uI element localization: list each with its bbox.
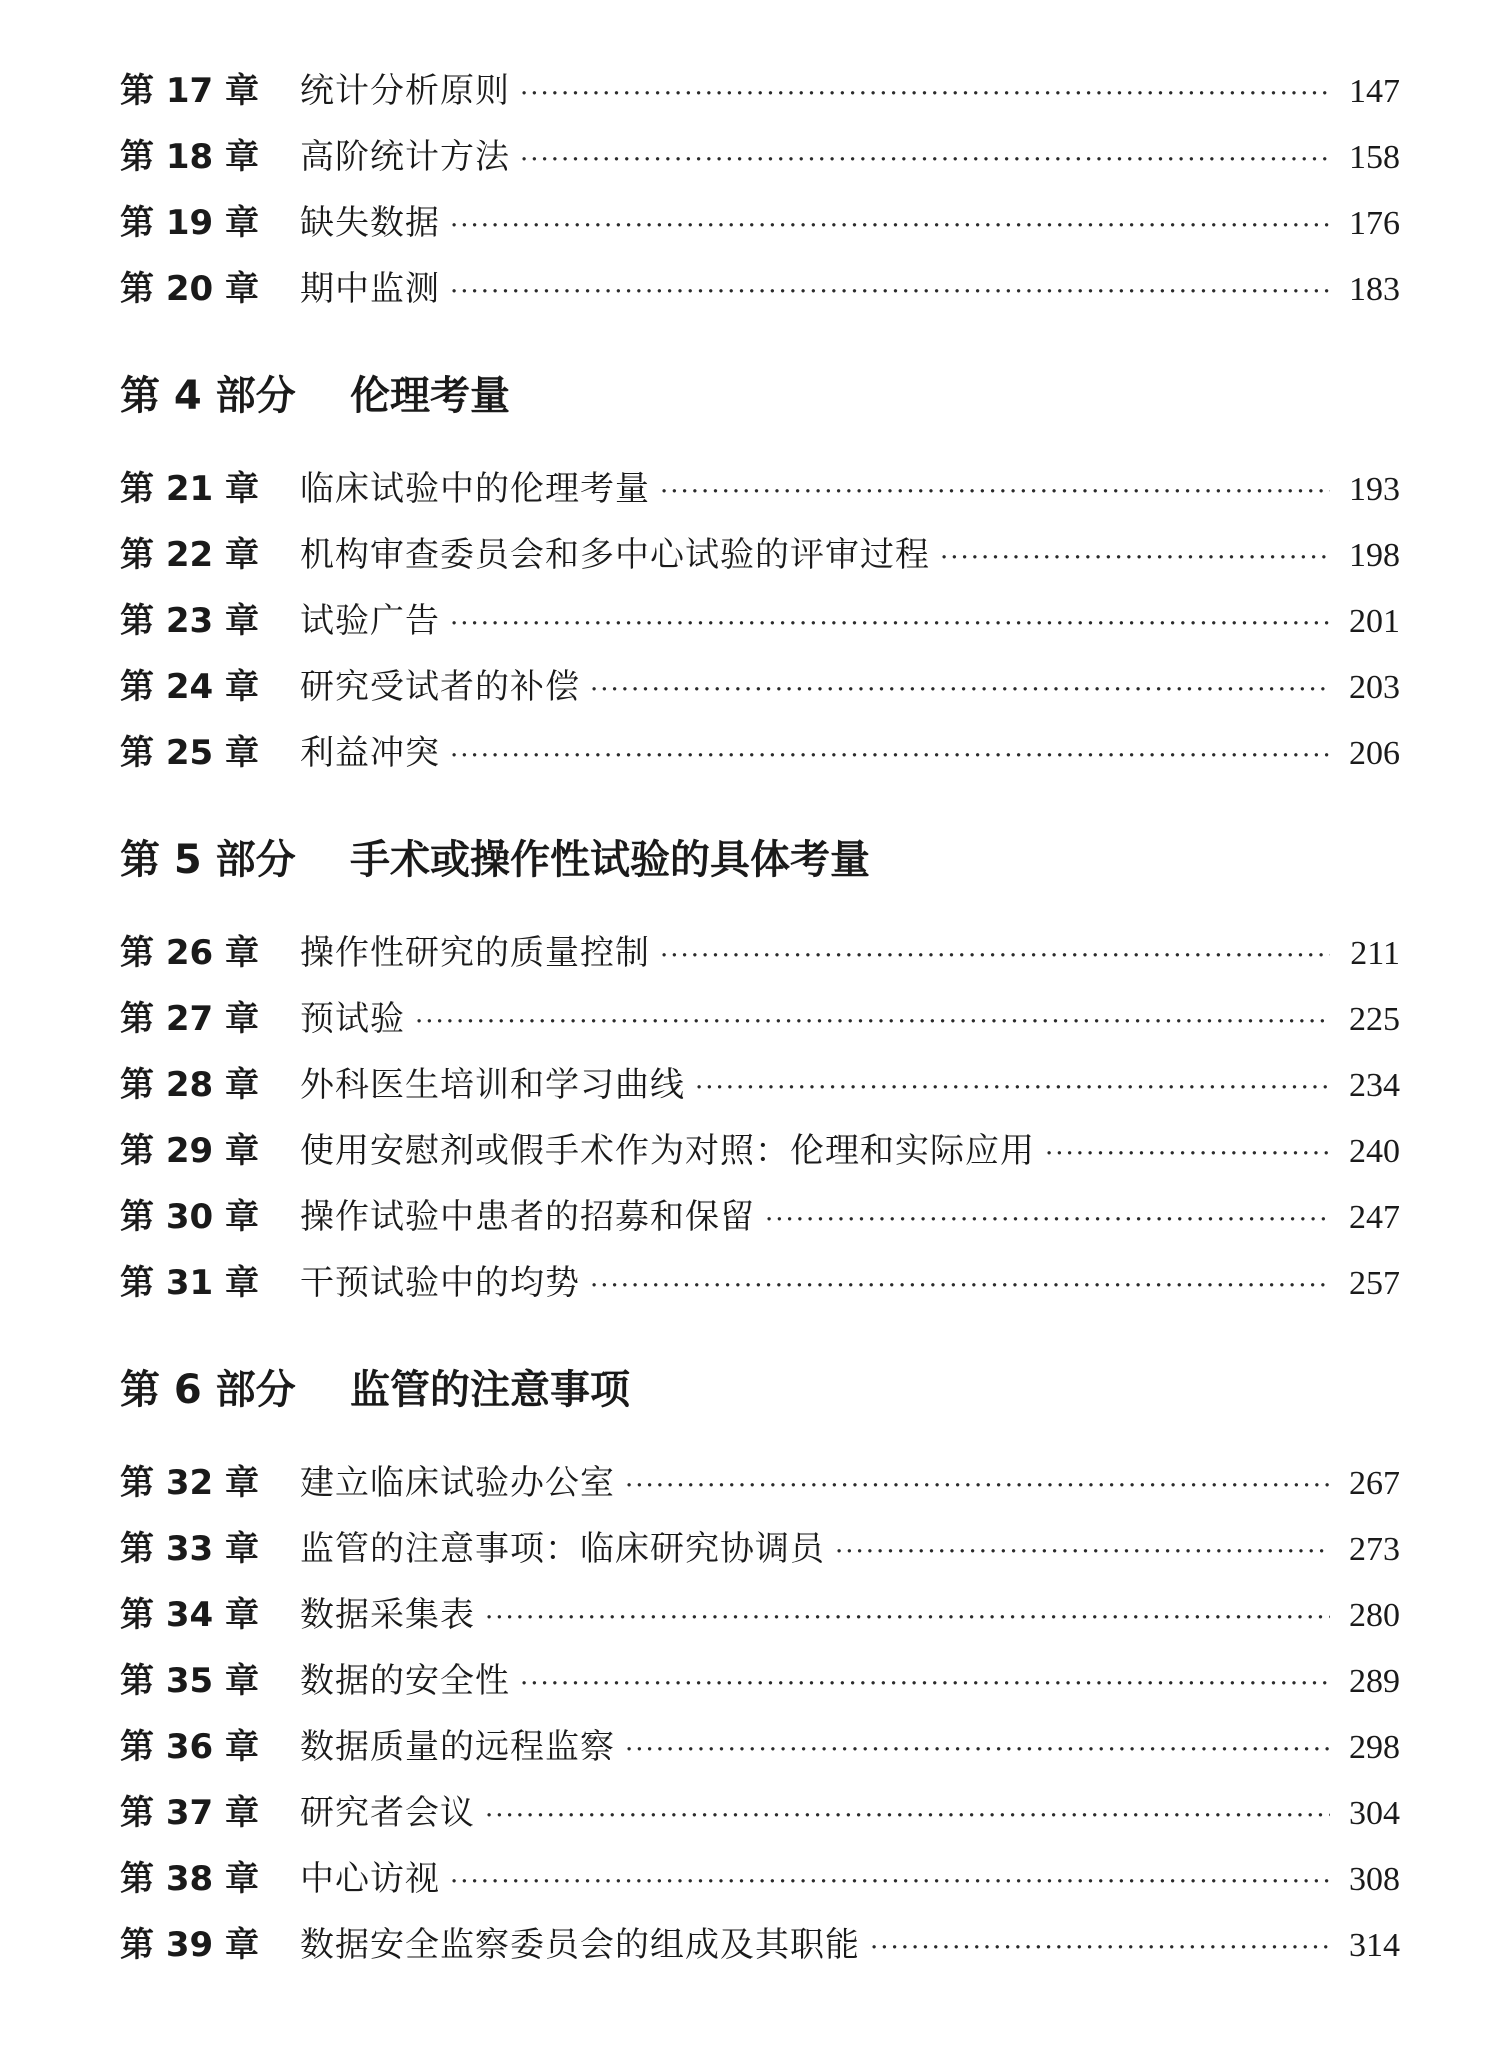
page-number: 280 (1349, 1597, 1400, 1634)
dot-leader (520, 127, 1330, 193)
chapter-label: 第 25 章 (120, 733, 259, 773)
chapter-title: 机构审查委员会和多中心试验的评审过程 (300, 535, 930, 575)
dot-leader (450, 1849, 1330, 1915)
chapter-label: 第 21 章 (120, 469, 259, 509)
chapter-label: 第 32 章 (120, 1463, 259, 1503)
dot-leader (625, 1717, 1330, 1783)
toc-entry[interactable] (120, 654, 1400, 720)
chapter-label: 第 34 章 (120, 1595, 259, 1635)
chapter-label: 第 39 章 (120, 1925, 259, 1965)
chapter-title: 操作性研究的质量控制 (300, 933, 650, 973)
page-number: 158 (1349, 139, 1400, 176)
toc-entry[interactable] (120, 522, 1400, 588)
page-number: 203 (1349, 669, 1400, 706)
toc-entry[interactable] (120, 256, 1400, 322)
page-number: 267 (1349, 1465, 1400, 1502)
part-title: 伦理考量 (350, 373, 510, 419)
toc-entry[interactable] (120, 920, 1400, 986)
part-heading (120, 820, 1400, 900)
chapter-title: 临床试验中的伦理考量 (300, 469, 650, 509)
chapter-title: 研究者会议 (300, 1793, 475, 1833)
chapter-title: 数据的安全性 (300, 1661, 510, 1701)
chapter-label: 第 22 章 (120, 535, 259, 575)
toc-entry[interactable] (120, 1780, 1400, 1846)
toc-entry[interactable] (120, 1912, 1400, 1978)
page-number: 147 (1349, 73, 1400, 110)
part-title: 手术或操作性试验的具体考量 (350, 837, 870, 883)
page-number: 314 (1349, 1927, 1400, 1964)
chapter-label: 第 23 章 (120, 601, 259, 641)
dot-leader (520, 1651, 1330, 1717)
dot-leader (695, 1055, 1330, 1121)
toc-entry[interactable] (120, 1516, 1400, 1582)
toc-entry[interactable] (120, 1450, 1400, 1516)
toc-entry[interactable] (120, 1118, 1400, 1184)
toc-entry[interactable] (120, 1052, 1400, 1118)
toc-entry[interactable] (120, 720, 1400, 786)
toc-entry[interactable] (120, 588, 1400, 654)
chapter-title: 利益冲突 (300, 733, 440, 773)
dot-leader (485, 1783, 1330, 1849)
toc-entry[interactable] (120, 1250, 1400, 1316)
chapter-label: 第 31 章 (120, 1263, 259, 1303)
page-number: 206 (1349, 735, 1400, 772)
dot-leader (450, 591, 1330, 657)
toc-entry[interactable] (120, 986, 1400, 1052)
page-number: 240 (1349, 1133, 1400, 1170)
chapter-title: 缺失数据 (300, 203, 440, 243)
dot-leader (590, 657, 1330, 723)
page-number: 201 (1349, 603, 1400, 640)
dot-leader (765, 1187, 1330, 1253)
page-number: 247 (1349, 1199, 1400, 1236)
chapter-title: 数据质量的远程监察 (300, 1727, 615, 1767)
chapter-label: 第 26 章 (120, 933, 259, 973)
dot-leader (485, 1585, 1330, 1651)
table-of-contents (120, 58, 1400, 1978)
chapter-title: 操作试验中患者的招募和保留 (300, 1197, 755, 1237)
dot-leader (450, 723, 1330, 789)
part-label: 第 5 部分 (120, 837, 296, 883)
chapter-label: 第 36 章 (120, 1727, 259, 1767)
dot-leader (415, 989, 1330, 1055)
toc-entry[interactable] (120, 1648, 1400, 1714)
dot-leader (520, 61, 1330, 127)
chapter-label: 第 30 章 (120, 1197, 259, 1237)
page-number: 193 (1349, 471, 1400, 508)
part-label: 第 6 部分 (120, 1367, 296, 1413)
page-number: 234 (1349, 1067, 1400, 1104)
chapter-label: 第 28 章 (120, 1065, 259, 1105)
page-number: 183 (1349, 271, 1400, 308)
chapter-title: 外科医生培训和学习曲线 (300, 1065, 685, 1105)
part-label: 第 4 部分 (120, 373, 296, 419)
dot-leader (870, 1915, 1330, 1981)
chapter-title: 高阶统计方法 (300, 137, 510, 177)
part-title: 监管的注意事项 (350, 1367, 630, 1413)
toc-entry[interactable] (120, 124, 1400, 190)
toc-entry[interactable] (120, 190, 1400, 256)
chapter-title: 中心访视 (300, 1859, 440, 1899)
chapter-title: 数据采集表 (300, 1595, 475, 1635)
dot-leader (1045, 1121, 1330, 1187)
page-number: 211 (1350, 935, 1400, 972)
dot-leader (660, 923, 1330, 989)
chapter-label: 第 24 章 (120, 667, 259, 707)
chapter-title: 试验广告 (300, 601, 440, 641)
chapter-label: 第 29 章 (120, 1131, 259, 1171)
chapter-label: 第 27 章 (120, 999, 259, 1039)
toc-entry[interactable] (120, 1582, 1400, 1648)
chapter-title: 数据安全监察委员会的组成及其职能 (300, 1925, 860, 1965)
dot-leader (835, 1519, 1330, 1585)
page-number: 308 (1349, 1861, 1400, 1898)
page-number: 176 (1349, 205, 1400, 242)
page-number: 304 (1349, 1795, 1400, 1832)
dot-leader (450, 259, 1330, 325)
page-number: 289 (1349, 1663, 1400, 1700)
part-heading (120, 1350, 1400, 1430)
page-number: 298 (1349, 1729, 1400, 1766)
chapter-label: 第 37 章 (120, 1793, 259, 1833)
chapter-label: 第 38 章 (120, 1859, 259, 1899)
toc-entry[interactable] (120, 456, 1400, 522)
dot-leader (450, 193, 1330, 259)
chapter-title: 建立临床试验办公室 (300, 1463, 615, 1503)
chapter-title: 监管的注意事项：临床研究协调员 (300, 1529, 825, 1569)
toc-entry[interactable] (120, 1714, 1400, 1780)
chapter-title: 期中监测 (300, 269, 440, 309)
chapter-label: 第 35 章 (120, 1661, 259, 1701)
dot-leader (940, 525, 1330, 591)
toc-entry[interactable] (120, 58, 1400, 124)
chapter-title: 使用安慰剂或假手术作为对照：伦理和实际应用 (300, 1131, 1035, 1171)
chapter-label: 第 20 章 (120, 269, 259, 309)
page-number: 257 (1349, 1265, 1400, 1302)
toc-entry[interactable] (120, 1184, 1400, 1250)
page-number: 225 (1349, 1001, 1400, 1038)
page-number: 273 (1349, 1531, 1400, 1568)
dot-leader (590, 1253, 1330, 1319)
dot-leader (625, 1453, 1330, 1519)
toc-entry[interactable] (120, 1846, 1400, 1912)
chapter-label: 第 19 章 (120, 203, 259, 243)
chapter-label: 第 18 章 (120, 137, 259, 177)
page-number: 198 (1349, 537, 1400, 574)
chapter-label: 第 17 章 (120, 71, 259, 111)
part-heading (120, 356, 1400, 436)
chapter-label: 第 33 章 (120, 1529, 259, 1569)
dot-leader (660, 459, 1330, 525)
chapter-title: 研究受试者的补偿 (300, 667, 580, 707)
chapter-title: 预试验 (300, 999, 405, 1039)
chapter-title: 干预试验中的均势 (300, 1263, 580, 1303)
chapter-title: 统计分析原则 (300, 71, 510, 111)
